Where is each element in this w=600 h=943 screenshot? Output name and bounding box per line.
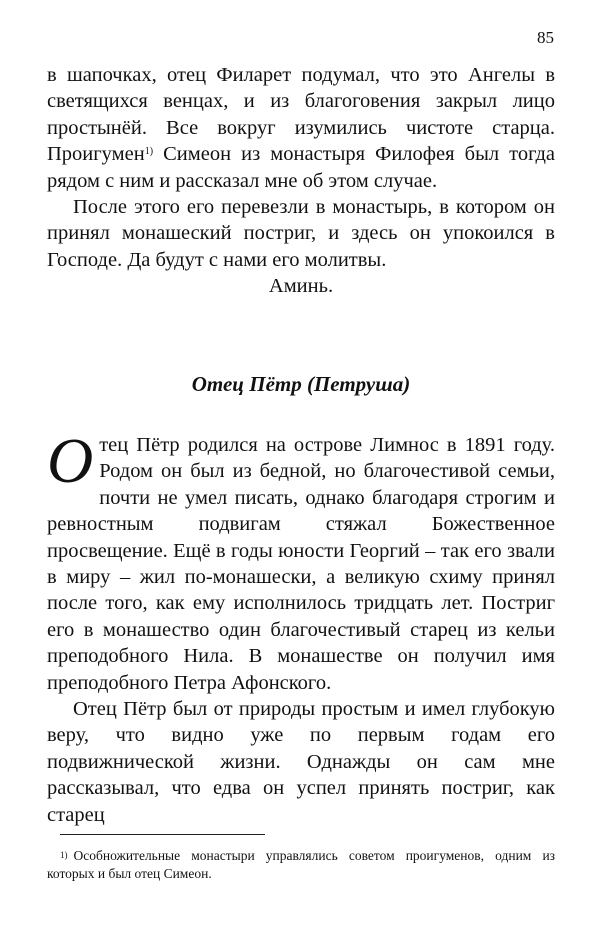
paragraph-text: в шапочках, отец Филарет подумал, что это Ангелы в светящихся венцах, и из благоговения закрыл лицо простынёй. Все вокруг изумились чистоте старца. Проигумен: [47, 64, 555, 166]
amen-line: Аминь.: [268, 275, 334, 298]
top-section: [47, 62, 555, 300]
chapter-body: [47, 425, 555, 828]
paragraph: [47, 62, 555, 194]
page-number: 85: [537, 28, 554, 47]
footnote-mark: 1): [60, 850, 68, 860]
paragraph-text: тец Пётр родился на острове Лимнос в 1891 году. Родом он был из бедной, но благочестивой семьи, почти не умел писать, однако благодаря строгим и ревностным подвигам стяжал Божественное просвещение. Ещё в годы юности Георгий – так его звали в миру – жил по-монашески, а великую схиму принял после того, как ему исполнилось тридцать лет. Постриг его в монашество один благочестивый старец из кельи преподобного Нила. В монашестве он получил имя преподобного Петра Афонского.: [47, 434, 555, 694]
footnote-divider: [60, 834, 265, 835]
paragraph: Отец Пётр был от природы простым и имел глубокую веру, что видно уже по первым годам его подвижнической жизни. Однажды он сам мне рассказывал, что едва он успел принять постриг, как старец: [47, 698, 555, 826]
footnote-text: Особножительные монастыри управлялись советом проигуменов, одним из которых и был отец Симеон.: [47, 848, 555, 881]
paragraph: После этого его перевезли в монастырь, в котором он принял монашеский постриг, и здесь он упокоился в Господе. Да будут с нами его молитвы.: [47, 196, 555, 271]
footnote-reference[interactable]: 1): [144, 146, 154, 158]
paragraph: [47, 425, 555, 696]
drop-cap: О: [47, 425, 94, 496]
footnote: [47, 847, 555, 883]
paragraph-text: Симеон из монастыря Филофея был тогда рядом с ним и рассказал мне об этом случае.: [47, 143, 555, 192]
chapter-title: Отец Пётр (Петруша): [191, 372, 411, 396]
